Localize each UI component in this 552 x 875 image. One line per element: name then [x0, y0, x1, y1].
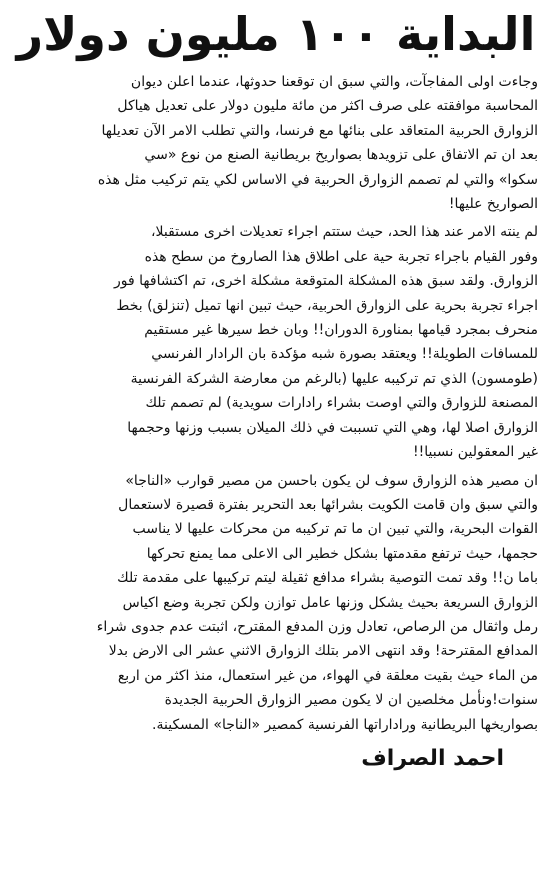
paragraph-line: غير المعقولين نسبيا!!: [413, 444, 538, 461]
paragraph-line: رمل واثقال من الرصاص، تعادل وزن المدفع المقترح، اثبتت عدم جدوى شراء: [96, 618, 538, 635]
paragraph-line: باما ن!! وقد تمت التوصية بشراء مدافع ثقيلة ليتم تركيبها على مقدمة تلك: [117, 570, 538, 587]
paragraph-line: الزوارق السريعة بحيث يشكل وزنها عامل توازن ولكن تجربة وضع اكياس: [122, 594, 538, 611]
paragraph-line: لم ينته الامر عند هذا الحد، حيث ستتم اجراء تعديلات اخرى مستقبلا،: [150, 224, 538, 241]
paragraph-line: سكوا» والتي لم تصمم الزوارق الحربية في الاساس لكي يتم تركيب مثل هذه: [97, 171, 538, 188]
paragraph-line: (طومسون) الذي تم تركيبه عليها (بالرغم من معارضة الشركة الفرنسية: [130, 370, 538, 387]
paragraph-line: المحاسبة موافقته على صرف اكثر من مائة مليون دولار على تعديل هياكل: [117, 98, 538, 115]
paragraph-line: بعد ان تم الاتفاق على تزويدها بصواريخ بريطانية الصنع من نوع «سي: [144, 147, 538, 164]
paragraph-line: المدافع المقترحة! وقد انتهى الامر بتلك الزوارق الاثني عشر الى الارض بدلا: [108, 643, 538, 660]
article-paragraph-2: [14, 220, 538, 464]
paragraph-line: حجمها، حيث ترتفع مقدمتها بشكل خطير الى الاعلى مما يمنع تحركها: [146, 545, 538, 562]
paragraph-line: سنوات!ونأمل مخلصين ان لا يكون مصير الزوارق الحربية الجديدة: [164, 692, 538, 709]
paragraph-line: القوات البحرية، والتي تبين ان ما تم تركيبه من محركات عليها لا يناسب: [132, 521, 538, 538]
author-byline: احمد الصراف: [361, 745, 504, 771]
paragraph-line: الصواريخ عليها!: [448, 196, 538, 213]
paragraph-line: الزوارق. ولقد سبق هذه المشكلة المتوقعة مشكلة اخرى، تم اكتشافها فور: [114, 273, 538, 290]
paragraph-line: وجاءت اولى المفاجآت، والتي سبق ان توقعنا حدوثها، عندما اعلن ديوان: [130, 74, 538, 90]
paragraph-line: والتي سبق وان قامت الكويت بشرائها بعد التحرير بفترة قصيرة لاستعمال: [118, 496, 538, 513]
paragraph-line: وفور القيام باجراء تجربة حية على اطلاق هذا الصاروخ من سطح هذه: [144, 248, 538, 265]
paragraph-line: للمسافات الطويلة!! ويعتقد بصورة شبه مؤكدة بان الرادار الفرنسي: [151, 346, 538, 363]
paragraph-line: الزوارق الحربية المتعاقد على بنائها مع فرنسا، والتي تطلب الامر الآن تعديلها: [101, 122, 538, 139]
article-paragraph-1: [14, 70, 538, 216]
paragraph-line: المصنعة للزوارق والتي اوصت بشراء رادارات سويدية) لم تصمم تلك: [145, 395, 538, 412]
paragraph-line: اجراء تجربة بحرية على الزوارق الحربية، حيث تبين انها تميل (تنزلق) بخط: [116, 297, 538, 314]
article-headline: البداية ١٠٠ مليون دولار: [16, 7, 536, 61]
paragraph-line: منحرف بمجرد قيامها بمناورة الدوران!! وبان خط سيرها غير مستقيم: [144, 322, 538, 339]
paragraph-line: ان مصير هذه الزوارق سوف لن يكون باحسن من مصير قوارب «الناجا»: [125, 472, 538, 489]
paragraph-line: بصواريخها البريطانية وراداراتها الفرنسية كمصير «الناجا» المسكينة.: [152, 716, 538, 733]
paragraph-line: الزوارق اصلا لها، وهي التي تسببت في ذلك الميلان بسبب وزنها وحجمها: [127, 419, 538, 436]
paragraph-line: من الماء حيث بقيت معلقة في الهواء، من غير استعمال، منذ اكثر من اربع: [117, 667, 538, 684]
article-paragraph-3: [14, 469, 538, 737]
